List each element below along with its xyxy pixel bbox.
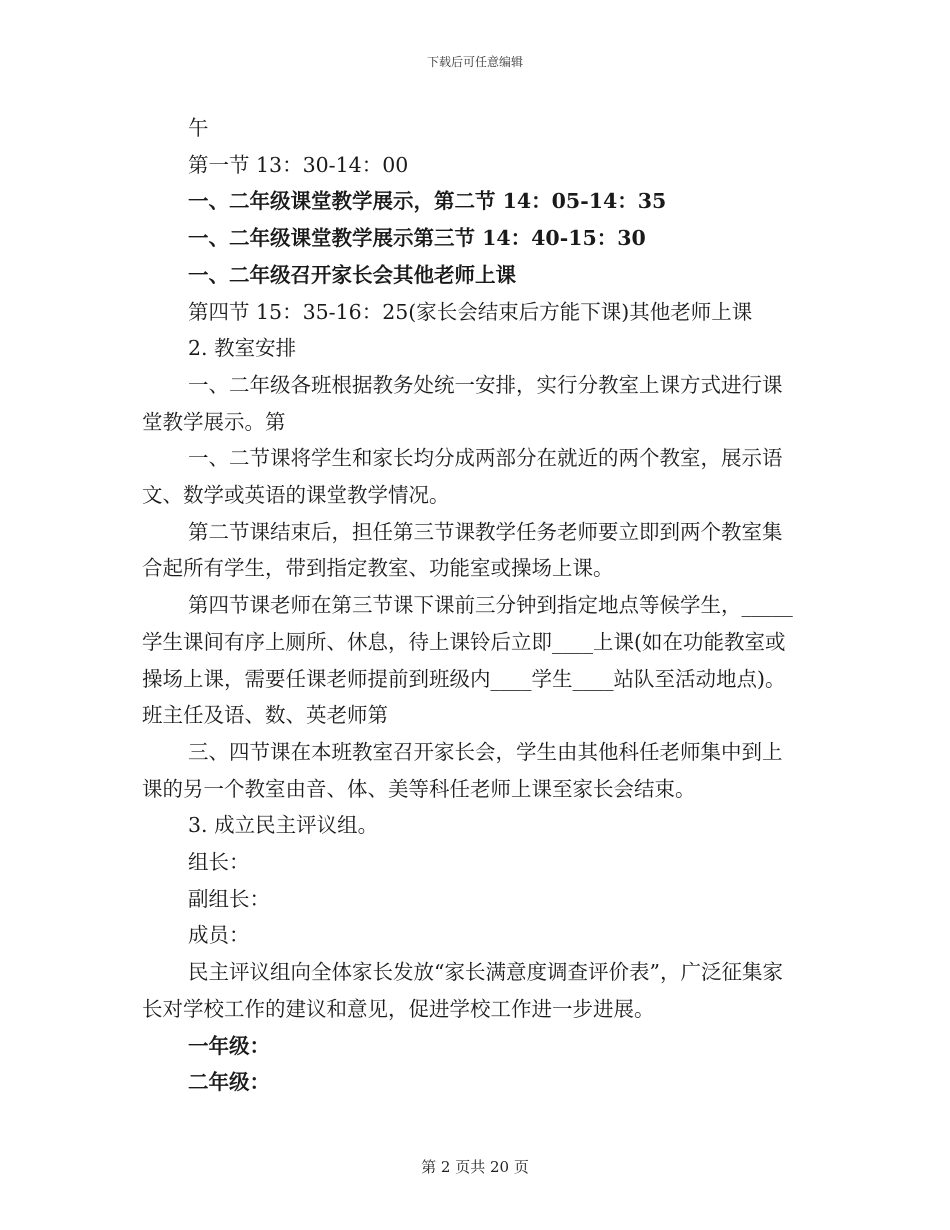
paragraph: 一、二年级各班根据教务处统一安排，实行分教室上课方式进行课堂教学展示。第 [142, 372, 783, 434]
page-header-note: 下载后可任意编辑 [426, 55, 523, 69]
paragraph: 组长： [188, 850, 250, 875]
paragraph: 第四节 15：35-16：25(家长会结束后方能下课)其他老师上课 [188, 299, 753, 324]
paragraph: 成员： [188, 923, 250, 948]
paragraph-bold: 一年级： [188, 1033, 270, 1058]
paragraph-bold: 一、二年级课堂教学展示，第二节 14：05-14：35 [188, 189, 667, 214]
paragraph-bold: 一、二年级课堂教学展示第三节 14：40-15：30 [188, 226, 646, 251]
paragraph: 午 [188, 116, 209, 140]
paragraph: 一、二节课将学生和家长均分成两部分在就近的两个教室，展示语文、数学或英语的课堂教学情况。 [142, 446, 783, 508]
paragraph-bold: 二年级： [188, 1070, 270, 1095]
paragraph: 三、四节课在本班教室召开家长会，学生由其他科任老师集中到上课的另一个教室由音、体、美等科任老师上课至家长会结束。 [142, 739, 783, 801]
document-body [142, 110, 802, 1101]
paragraph: 第四节课老师在第三节课下课前三分钟到指定地点等候学生，_____学生课间有序上厕所、休息，待上课铃后立即____上课(如在功能教室或操场上课，需要任课老师提前到班级内____学生____站队至活动地点)。班主任及语、数、英老师第 [142, 593, 793, 728]
paragraph: 第一节 13：30-14：00 [188, 152, 409, 177]
section-heading: 3. 成立民主评议组。 [188, 813, 379, 838]
paragraph: 第二节课结束后，担任第三节课教学任务老师要立即到两个教室集合起所有学生，带到指定教室、功能室或操场上课。 [142, 519, 783, 581]
section-heading: 2. 教室安排 [188, 336, 297, 361]
paragraph: 副组长： [188, 886, 270, 911]
page-number: 第 2 页共 20 页 [421, 1158, 529, 1176]
paragraph-bold: 一、二年级召开家长会其他老师上课 [188, 262, 516, 287]
paragraph: 民主评议组向全体家长发放“家长满意度调查评价表”，广泛征集家长对学校工作的建议和意见，促进学校工作进一步进展。 [142, 960, 783, 1021]
